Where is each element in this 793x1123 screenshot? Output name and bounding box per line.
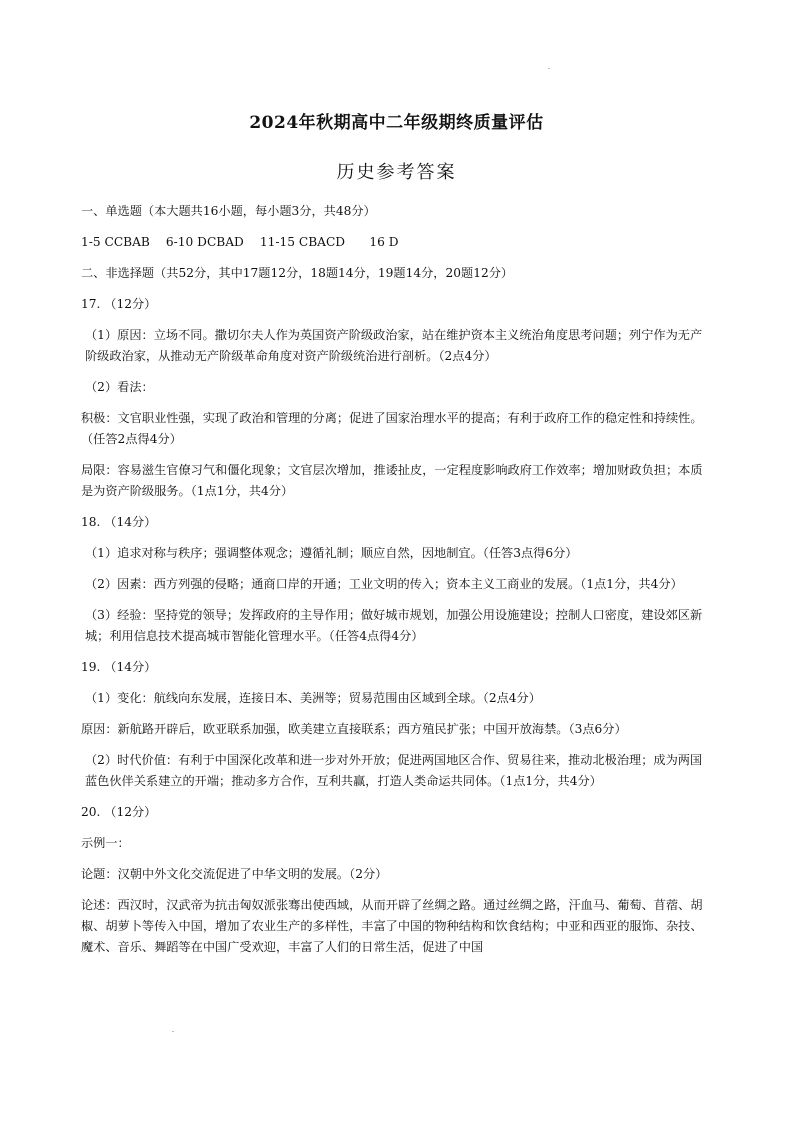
document-subtitle: 历史参考答案 xyxy=(336,162,457,183)
section-heading: 一、单选题（本大题共16小题，每小题3分，共48分） xyxy=(81,204,376,218)
question-heading: 19. （14分） xyxy=(81,660,157,674)
answer-paragraph: （1）追求对称与秩序；强调整体观念；遵循礼制；顺应自然，因地制宜。（任答3点得6分） xyxy=(85,546,578,560)
section-heading: 二、非选择题（共52分，其中17题12分，18题14分，19题14分，20题12分） xyxy=(81,266,514,280)
answer-paragraph: 局限：容易滋生官僚习气和僵化现象；文官层次增加，推诿扯皮，一定程度影响政府工作效率；增加财政负担；本质是为资产阶级服务。（1点1分，共4分） xyxy=(81,463,703,498)
question-heading: 17. （12分） xyxy=(81,297,157,311)
document-title: 2024年秋期高中二年级期终质量评估 xyxy=(249,113,544,133)
thesis-paragraph: 论题：汉朝中外文化交流促进了中华文明的发展。（2分） xyxy=(81,867,388,881)
answer-paragraph: （1）变化：航线向东发展，连接日本、美洲等；贸易范围由区域到全球。（2点4分） xyxy=(85,691,541,705)
argument-paragraph: 论述：西汉时，汉武帝为抗击匈奴派张骞出使西域，从而开辟了丝绸之路。通过丝绸之路，汗血马、葡萄、苜蓿、胡椒、胡萝卜等传入中国，增加了农业生产的多样性，丰富了中国的物种结构和饮食结构；中亚和西亚的服饰、杂技、魔术、音乐、舞蹈等在中国广受欢迎，丰富了人们的日常生活，促进了中国 xyxy=(81,898,703,954)
scan-speck xyxy=(172,1031,174,1032)
answer-paragraph: （3）经验：坚持党的领导；发挥政府的主导作用；做好城市规划，加强公用设施建设；控制人口密度，建设郊区新城；利用信息技术提高城市智能化管理水平。（任答4点得4分） xyxy=(85,608,703,643)
question-heading: 18. （14分） xyxy=(81,515,157,529)
scan-speck xyxy=(548,68,550,69)
question-heading: 20. （12分） xyxy=(81,805,157,819)
answer-body xyxy=(81,201,713,968)
multiple-choice-answers: 1-5 CCBAB 6-10 DCBAD 11-15 CBACD 16 D xyxy=(81,235,399,249)
answer-paragraph: （2）时代价值：有利于中国深化改革和进一步对外开放；促进两国地区合作、贸易往来，推动北极治理；成为两国蓝色伙伴关系建立的开端；推动多方合作，互利共赢，打造人类命运共同体。（1点1分，共4分） xyxy=(85,753,703,788)
answer-paragraph: 原因：新航路开辟后，欧亚联系加强，欧美建立直接联系；西方殖民扩张；中国开放海禁。（3点6分） xyxy=(81,722,627,736)
answer-paragraph: （1）原因：立场不同。撒切尔夫人作为英国资产阶级政治家，站在维护资本主义统治角度思考问题；列宁作为无产阶级政治家，从推动无产阶级革命角度对资产阶级统治进行剖析。（2点4分） xyxy=(85,328,703,363)
answer-paragraph: 积极：文官职业性强，实现了政治和管理的分离；促进了国家治理水平的提高；有利于政府工作的稳定性和持续性。（任答2点得4分） xyxy=(81,411,703,446)
answer-paragraph: （2）看法： xyxy=(85,380,154,394)
answer-paragraph: （2）因素：西方列强的侵略；通商口岸的开通；工业文明的传入；资本主义工商业的发展。（1点1分，共4分） xyxy=(85,577,683,591)
example-heading: 示例一： xyxy=(81,836,130,850)
